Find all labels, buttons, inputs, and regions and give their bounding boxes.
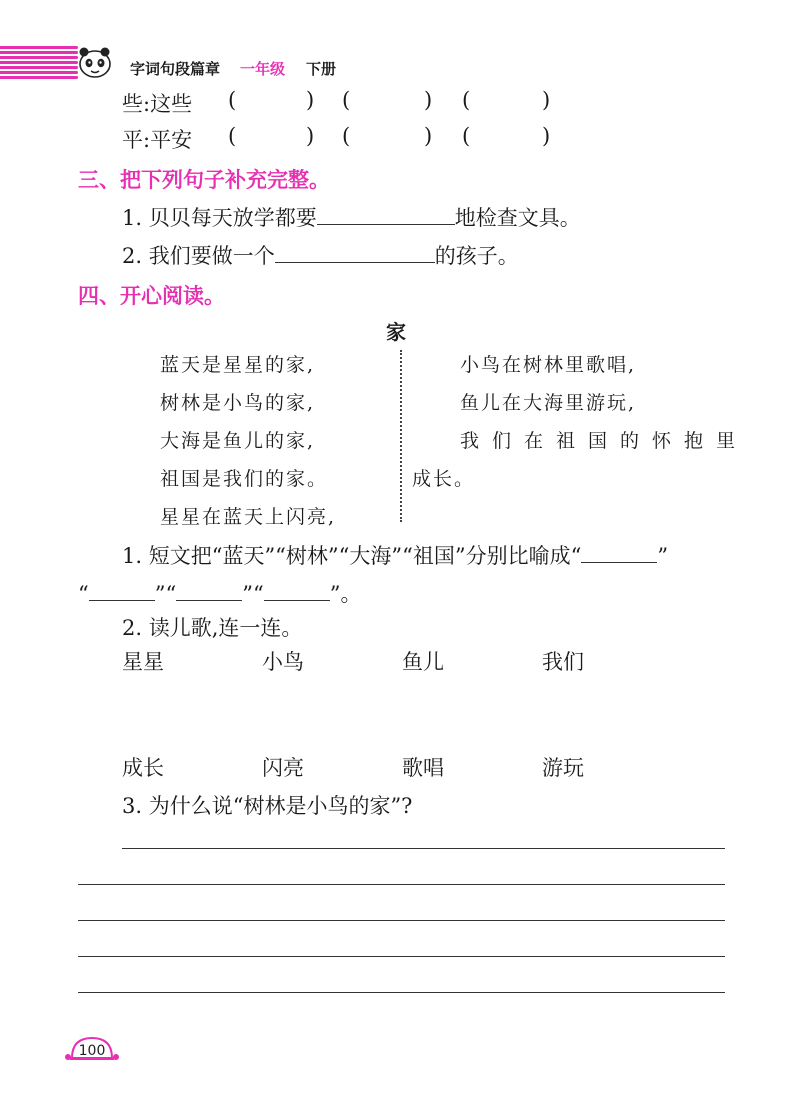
match-bottom-item[interactable]: 成长 [122,756,164,780]
answer-line[interactable] [78,920,725,921]
q1-mid-quote: ”“ [242,582,264,606]
section4-title: 四、开心阅读。 [78,284,225,308]
answer-line[interactable] [78,992,725,993]
match-bottom-item[interactable]: 闪亮 [262,756,304,780]
poem-left-line: 祖国是我们的家。 [160,468,329,490]
header-stripes [0,46,78,82]
paren-close: ) [424,124,433,148]
poem-title: 家 [386,320,406,344]
page-number: 100 [78,1043,106,1059]
paren-close: ) [542,124,551,148]
paren-close: ) [542,88,551,112]
match-bottom-item[interactable]: 歌唱 [402,756,444,780]
q2-suffix: 的孩子。 [434,244,519,268]
poem-right-line: 成长。 [412,468,476,490]
poem-right-line: 小鸟在树林里歌唱, [460,354,637,376]
paren-close: ) [424,88,433,112]
q1-open-quote: “ [78,582,89,606]
answer-line[interactable] [78,956,725,957]
poem-divider [400,350,402,522]
poem-left-line: 星星在蓝天上闪亮, [160,506,337,528]
q1-end-quote: ”。 [329,582,362,606]
word-group-label: 平:平安 [122,128,193,152]
metaphor-blank-2[interactable] [89,580,155,601]
paren-open: ( [342,88,351,112]
q1-blank[interactable] [317,204,455,225]
match-bottom-item[interactable]: 游玩 [542,756,584,780]
paren-open: ( [462,124,471,148]
section4-question-1-cont [78,578,361,608]
q1-prefix: 1. 贝贝每天放学都要 [122,206,317,230]
section3-title: 三、把下列句子补充完整。 [78,168,330,192]
q2-blank[interactable] [275,242,435,263]
section4-question-1 [122,540,668,570]
match-top-item[interactable]: 小鸟 [262,650,304,674]
poem-left-line: 大海是鱼儿的家, [160,430,316,452]
paren-close: ) [306,124,315,148]
q1-close-quote: ” [657,544,669,568]
section3-question-1 [122,202,581,232]
section4-question-2: 2. 读儿歌,连一连。 [122,616,303,640]
poem-right-line: 鱼儿在大海里游玩, [460,392,637,414]
q1-suffix: 地检查文具。 [454,206,581,230]
q1-text: 1. 短文把“蓝天”“树林”“大海”“祖国”分别比喻成“ [122,544,582,568]
metaphor-blank-3[interactable] [176,580,242,601]
grade-label: 一年级 [240,60,286,78]
section3-question-2 [122,240,519,270]
poem-left-line: 树林是小鸟的家, [160,392,316,414]
paren-open: ( [228,124,237,148]
q2-prefix: 2. 我们要做一个 [122,244,275,268]
volume-label: 下册 [306,60,337,78]
word-group-label: 些:这些 [122,92,193,116]
answer-line[interactable] [78,884,725,885]
page-number-badge [64,1034,120,1064]
series-title: 字词句段篇章 [130,60,221,78]
poem-right-line: 我们在祖国的怀抱里 [460,430,749,452]
metaphor-blank-4[interactable] [264,580,330,601]
paren-open: ( [342,124,351,148]
match-top-item[interactable]: 星星 [122,650,164,674]
paren-open: ( [228,88,237,112]
q1-mid-quote: ”“ [154,582,177,606]
metaphor-blank-1[interactable] [581,542,657,563]
match-top-item[interactable]: 鱼儿 [402,650,444,674]
match-top-item[interactable]: 我们 [542,650,584,674]
section4-question-3: 3. 为什么说“树林是小鸟的家”? [122,794,413,818]
panda-mascot-icon [74,44,114,80]
paren-open: ( [462,88,471,112]
poem-left-line: 蓝天是星星的家, [160,354,316,376]
paren-close: ) [306,88,315,112]
answer-line[interactable] [122,848,725,849]
